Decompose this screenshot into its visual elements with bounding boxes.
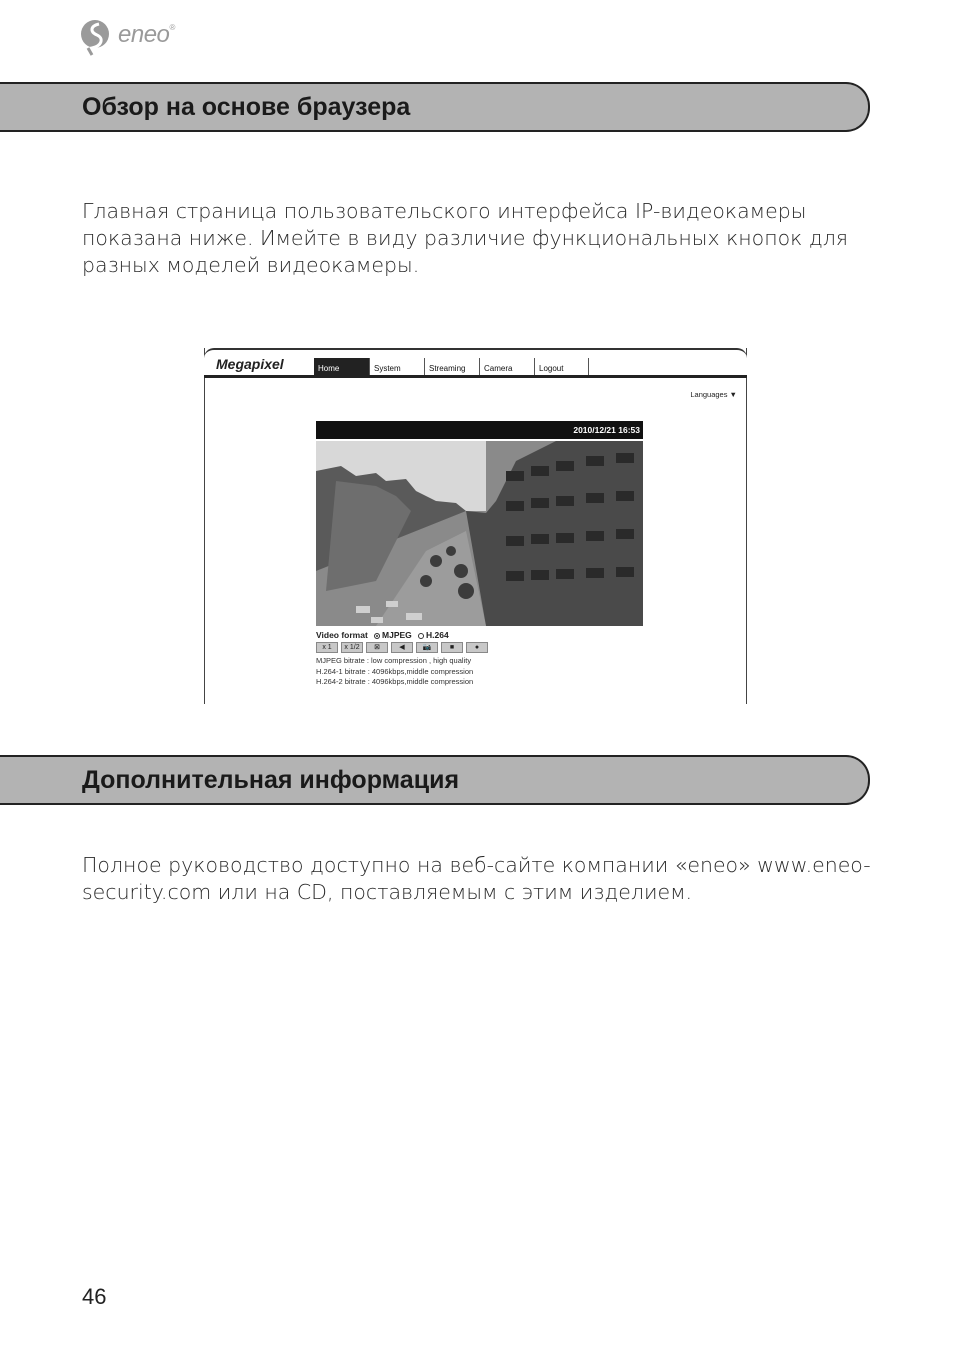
stop-icon[interactable]: ■ <box>441 642 463 653</box>
screenshot-topbar <box>204 348 747 378</box>
h264-1-bitrate: H.264-1 bitrate : 4096kbps,middle compression <box>316 666 474 676</box>
snapshot-camera-icon[interactable]: 📷 <box>416 642 438 653</box>
h264-radio[interactable] <box>418 633 424 639</box>
video-format-label: Video format <box>316 630 368 640</box>
info-paragraph <box>82 852 882 906</box>
languages-dropdown[interactable]: Languages ▼ <box>690 390 737 399</box>
camera-ui-screenshot <box>204 348 747 704</box>
video-timestamp: 2010/12/21 16:53 <box>316 421 643 439</box>
mjpeg-radio[interactable] <box>374 633 380 639</box>
eneo-logo-icon <box>80 18 116 56</box>
tab-system[interactable]: System <box>369 358 424 378</box>
section-header-browser-overview <box>0 82 870 132</box>
info-line-2: security.com или на CD, поставляемым с этим изделием. <box>82 880 693 904</box>
video-format-row <box>316 630 646 640</box>
video-viewer <box>316 421 643 626</box>
tab-camera[interactable]: Camera <box>479 358 534 378</box>
intro-line-3: разных моделей видеокамеры. <box>82 253 420 277</box>
eneo-logo-text: eneo® <box>118 21 175 48</box>
control-buttons <box>316 642 646 653</box>
intro-paragraph <box>82 198 882 279</box>
record-icon[interactable]: ● <box>466 642 488 653</box>
section-title: Дополнительная информация <box>82 766 460 794</box>
fullscreen-icon[interactable]: ⊠ <box>366 642 388 653</box>
section-title: Обзор на основе браузера <box>82 93 411 121</box>
tab-logout[interactable]: Logout <box>534 358 589 378</box>
mjpeg-label: MJPEG <box>382 630 412 640</box>
tab-streaming[interactable]: Streaming <box>424 358 479 378</box>
intro-line-2: показана ниже. Имейте в виду различие функциональных кнопок для <box>82 226 848 250</box>
speaker-icon[interactable]: ◀ <box>391 642 413 653</box>
zoom-1x-button[interactable]: x 1 <box>316 642 338 653</box>
page-number: 46 <box>82 1284 107 1309</box>
zoom-half-button[interactable]: x 1/2 <box>341 642 363 653</box>
eneo-logo <box>80 18 190 58</box>
live-video-image <box>316 441 643 626</box>
h264-label: H.264 <box>426 630 449 640</box>
video-controls <box>316 630 646 688</box>
tab-home[interactable]: Home <box>314 358 369 378</box>
mjpeg-bitrate: MJPEG bitrate : low compression , high quality <box>316 656 472 665</box>
bitrate-info <box>316 656 646 688</box>
intro-line-1: Главная страница пользовательского интерфейса IP-видеокамеры <box>82 199 807 223</box>
nav-rule <box>204 375 747 378</box>
brand-label: Megapixel <box>216 356 284 372</box>
section-header-additional-info <box>0 755 870 805</box>
h264-2-bitrate: H.264-2 bitrate : 4096kbps,middle compression <box>316 677 474 686</box>
info-line-1: Полное руководство доступно на веб-сайте компании «eneo» www.eneo- <box>82 853 871 877</box>
